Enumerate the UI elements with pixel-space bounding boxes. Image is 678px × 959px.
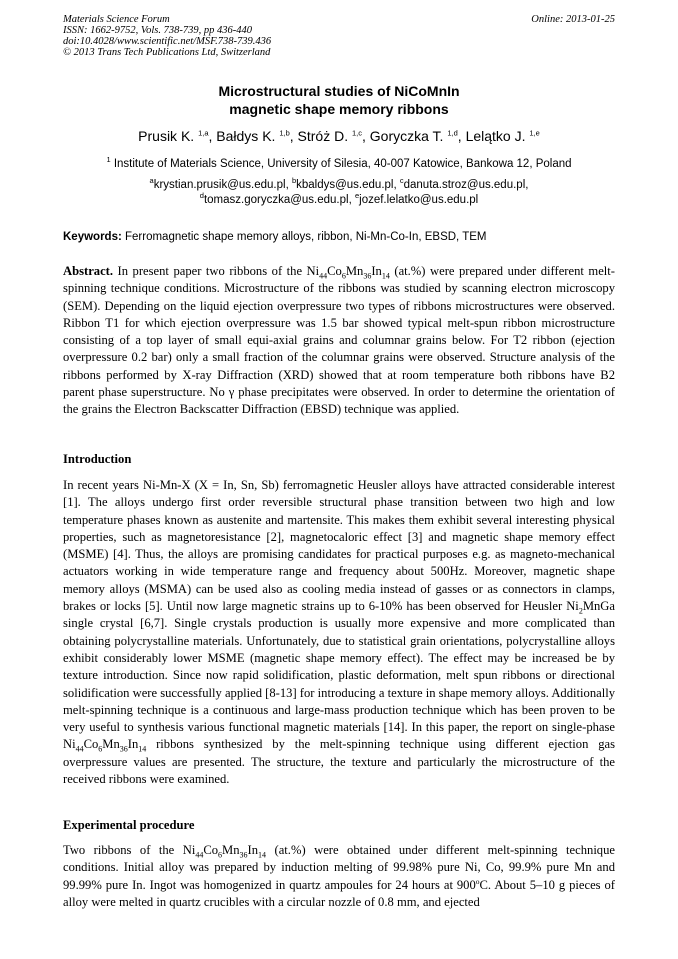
formula-text: Co [203,843,219,857]
intro-text: ribbons synthesized by the melt-spinning technique using different ejection gas overpressure values are presented. The structure, the texture and particularly the microstructure of the received ribbons were examined. [63,737,615,787]
formula-text: Co [83,737,99,752]
introduction-paragraph [63,477,615,788]
online-date: Online: 2013-01-25 [531,14,615,25]
author-sup: 1,b [279,128,290,138]
formula-sub: 6 [218,850,223,860]
email-sup: b [291,176,297,186]
formula-sub: 6 [98,744,103,754]
author-sup: 1,e [529,128,540,138]
affiliation-sup: 1 [106,155,111,165]
author-name: Stróż D. [297,128,349,144]
formula-text: In [371,264,382,278]
author-name: Lelątko J. [465,128,526,144]
formula-sub: 2 [578,606,583,616]
author-name: Bałdys K. [216,128,276,144]
formula-sub: 14 [138,744,147,754]
email-sup: e [354,191,360,201]
formula-sub: 36 [119,744,128,754]
email-sup: a [149,176,154,186]
author-name: Goryczka T. [369,128,444,144]
abstract [63,263,615,419]
author-list: Prusik K. $^{1,a}$, Bałdys K. $^{1,b}$, Stróż D. $^{1,c}$, Goryczka T. $^{1,d}$, Lelątko J. $^{1,e}$ [138,128,540,144]
formula-text: In [127,737,139,752]
email-sup: c [399,176,404,186]
journal-name: Materials Science Forum [63,14,170,25]
email-link[interactable]: jozef.lelatko@us.edu.pl [359,194,479,206]
formula-text: In [247,843,259,857]
exp-text: C. About 5–10 g pieces of alloy were melted in quartz crucibles with a circular nozzle of 0.8 mm, and ejected [63,877,615,909]
formula-sub: 14 [258,850,267,860]
email-link[interactable]: krystian.prusik@us.edu.pl [153,179,286,191]
keywords [63,230,615,244]
keywords-label: Keywords: [63,231,122,243]
formula-sub: 6 [341,271,346,281]
copyright-line: © 2013 Trans Tech Publications Ltd, Switzerland [63,47,271,58]
formula-sub: 44 [195,850,204,860]
exp-text: (at.%) were obtained under different melt-spinning technique conditions. Initial alloy was prepared by induction melting of 99.98% pure Ni, Co, 99.9% pure Mn and 99.99% pure In. Ingot was homogenized in quartz ampoules for 24 hours at 900 [63,843,615,892]
title-line-1: Microstructural studies of NiCoMnIn [218,83,460,99]
degree-sup: o [475,876,480,886]
email-link[interactable]: danuta.stroz@us.edu.pl [403,179,526,191]
author-sup: 1,a [198,128,209,138]
email-sup: d [199,191,204,201]
title-line-2: magnetic shape memory ribbons [229,101,449,117]
formula-sub: 14 [381,271,390,281]
formula-text: Mn [222,843,240,857]
abstract-label: Abstract. [63,264,114,278]
formula-sub: 36 [239,850,248,860]
journal-header [63,14,615,58]
formula-sub: 36 [363,271,372,281]
doi-line[interactable]: doi:10.4028/www.scientific.net/MSF.738-739.436 [63,36,272,47]
introduction-heading: Introduction [63,452,132,466]
formula-text: Mn [102,737,120,752]
email-line-1: $^a$krystian.prusik@us.edu.pl, $^b$kbaldys@us.edu.pl, $^c$danuta.stroz@us.edu.pl, [149,176,529,191]
intro-text: In recent years Ni-Mn-X (X = In, Sn, Sb) ferromagnetic Heusler alloys have attracted considerable interest [1]. The alloys undergo first order reversible structural phase transition between two high and low temperature phases known as austenite and martensite. This makes them exhibit several interesting physical properties, such as magnetoresistance [2], magnetocaloric effect [3] and magnetic shape memory effect (MSME) [4]. Thus, the alloys are promising candidates for practical purposes e.g. as magneto-mechanical actuators working in wide temperature range and frequency about 500Hz. Moreover, magnetic shape memory alloys (MSMA) can be used also as cooling media instead of gasses or as connectors in clamps, brakes or locks [5]. Until now large magnetic strains up to 6-10% has been observed for Heusler Ni [63,478,615,614]
email-link[interactable]: tomasz.goryczka@us.edu.pl [203,194,349,206]
issn-line: ISSN: 1662-9752, Vols. 738-739, pp 436-440 [63,25,252,36]
experimental-heading: Experimental procedure [63,818,195,832]
formula-text: Mn [345,264,364,278]
affiliation [63,157,615,171]
formula-sub: 44 [319,271,328,281]
affiliation-text: Institute of Materials Science, University of Silesia, 40-007 Katowice, Bankowa 12, Poland [113,158,572,170]
author-sup: 1,c [352,128,363,138]
intro-text: MnGa single crystal [6,7]. Single crystals production is usually more expensive and more complicated than obtaining polycrystalline materials. Unfortunately, due to statistical grain orientations, polycrystalline alloys exhibit considerably lower MSME (magnetic shape memory effect). The effect may be increased be by texture introduction. Since now rapid solidification, plastic deformation, melt spun ribbons or directional solidification were successfully applied [8-13] for introducing a texture in shape memory alloys. Additionally melt-spinning technique is a continuous and large-mass production technique which has been proven to be very useful to synthesis various functional magnetic materials [14]. In this paper, the report on single-phase Ni [63,599,615,752]
email-line-2: $^d$tomasz.goryczka@us.edu.pl, $^e$jozef.lelatko@us.edu.pl [199,191,479,206]
email-link[interactable]: kbaldys@us.edu.pl [296,179,394,191]
formula-text: Co [327,264,342,278]
exp-text: Two ribbons of the Ni [63,843,196,857]
formula-sub: 44 [75,744,84,754]
keywords-text: Ferromagnetic shape memory alloys, ribbon, Ni-Mn-Co-In, EBSD, TEM [125,231,487,243]
author-sup: 1,d [447,128,458,138]
abstract-text: (at.%) were prepared under different melt-spinning technique conditions. Microstructure of the ribbons was studied by scanning electron microscopy (SEM). Depending on the liquid ejection overpressure two types of ribbons microstructures were observed. Ribbon T1 for which ejection overpressure was 1.5 bar showed typical melt-spun ribbon microstructure consisting of a top layer of small equi-axial grains and columnar grains below. For T2 ribbon (ejection overpressure 0.2 bar) only a small fraction of the columnar grains were observed. Structure analysis of the ribbons performed by X-ray Diffraction (XRD) showed that at room temperature both ribbons have B2 parent phase superstructure. No γ phase precipitates were observed. In order to determine the orientation of the grains the Electron Backscatter Diffraction (EBSD) technique was applied. [63,264,615,417]
experimental-paragraph [63,842,615,911]
email-list [63,178,615,208]
paper-title [63,82,615,118]
author-name: Prusik K. [138,128,195,144]
abstract-text: In present paper two ribbons of the Ni [117,264,320,278]
